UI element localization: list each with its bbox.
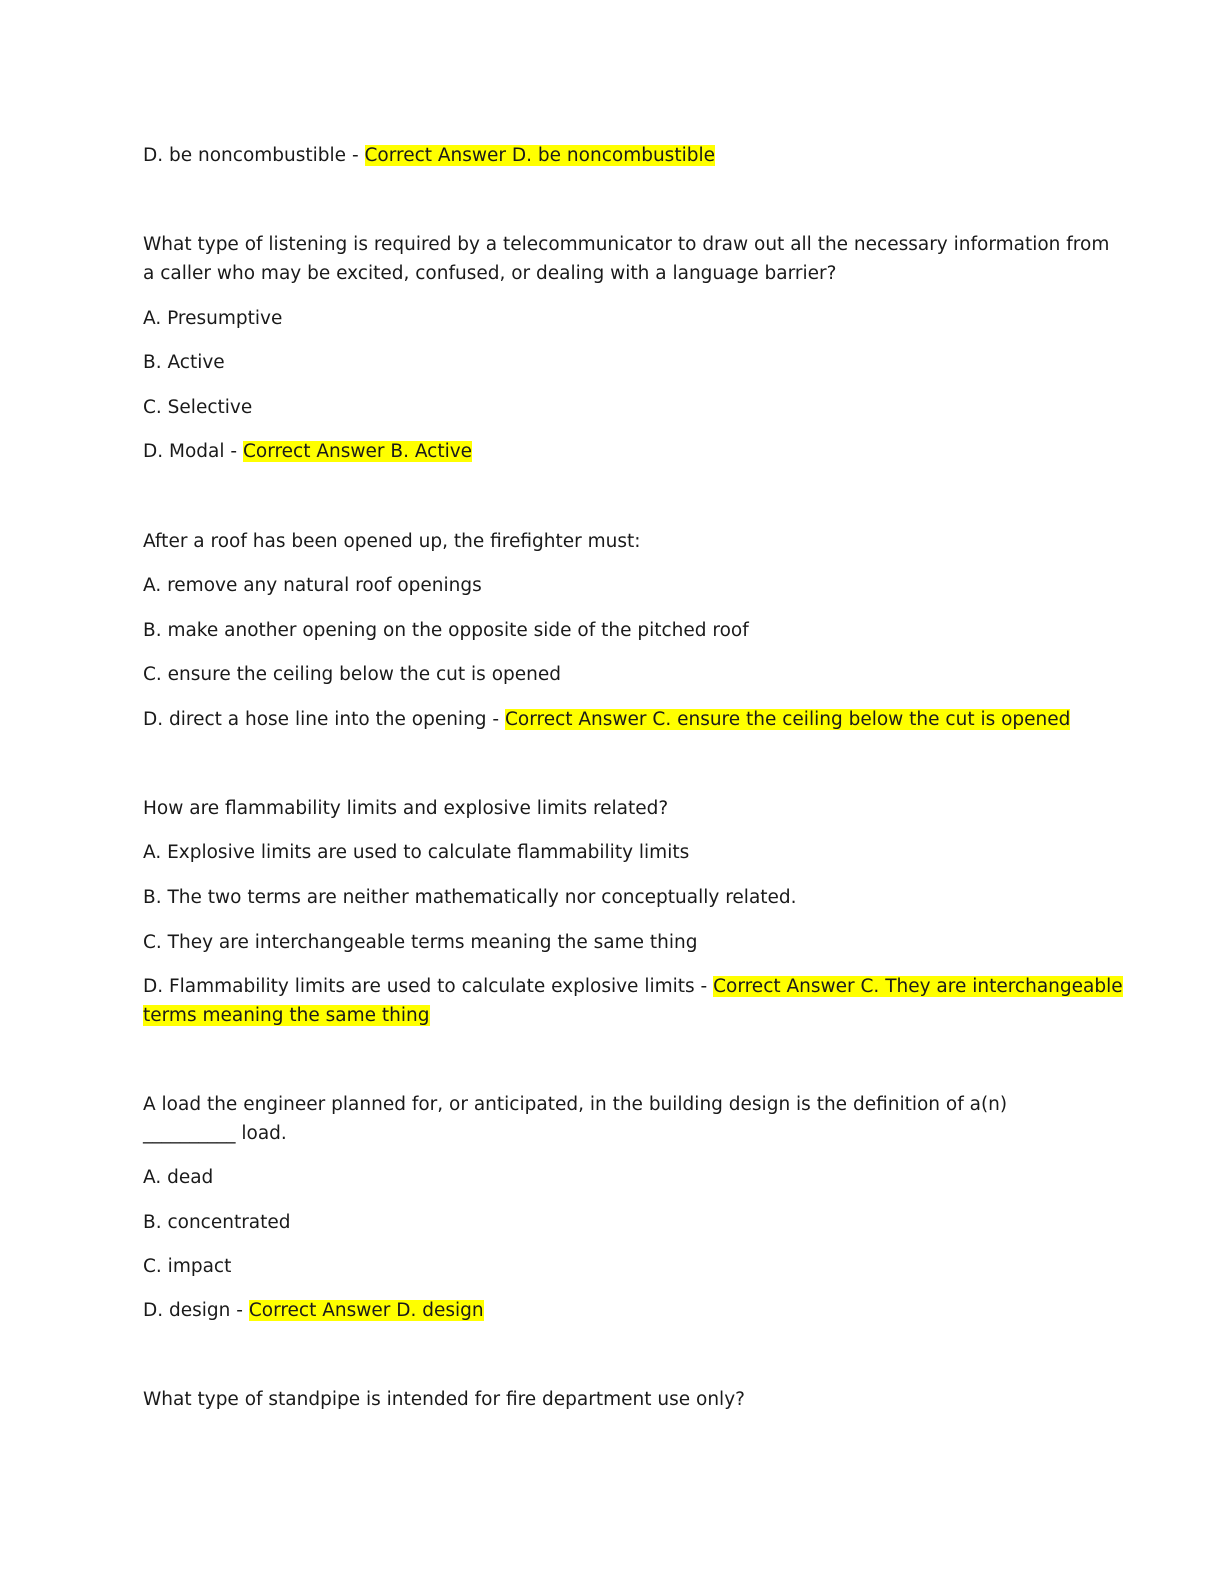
q4-option-a: A. dead	[143, 1167, 214, 1188]
q4-correct-answer: Correct Answer D. design	[248, 1300, 484, 1321]
q3-correct-answer-part-1: Correct Answer C. They are interchangeable	[713, 976, 1123, 997]
q0-correct-answer: Correct Answer D. be noncombustible	[364, 145, 715, 166]
q1-correct-answer: Correct Answer B. Active	[242, 441, 473, 462]
q1-option-d-line	[143, 438, 472, 466]
q0-option-d: D. be noncombustible -	[143, 145, 365, 166]
q3-option-b: B. The two terms are neither mathematically nor conceptually related.	[143, 887, 797, 908]
q2-correct-answer: Correct Answer C. ensure the ceiling below the cut is opened	[504, 709, 1071, 730]
q2-option-b: B. make another opening on the opposite side of the pitched roof	[143, 620, 749, 641]
q0-option-d-line	[143, 142, 715, 170]
q2-option-a: A. remove any natural roof openings	[143, 575, 482, 596]
q1-option-c: C. Selective	[143, 397, 253, 418]
q2-option-d: D. direct a hose line into the opening -	[143, 709, 505, 730]
q4-option-d-line	[143, 1297, 484, 1325]
q4-option-b: B. concentrated	[143, 1212, 291, 1233]
q3-answer-line-2	[143, 1002, 430, 1030]
q2-option-c: C. ensure the ceiling below the cut is opened	[143, 664, 561, 685]
q2-option-d-line	[143, 706, 1070, 734]
q3-correct-answer-part-2: terms meaning the same thing	[143, 1005, 430, 1026]
q3-option-a: A. Explosive limits are used to calculate flammability limits	[143, 842, 690, 863]
q4-option-d: D. design -	[143, 1300, 249, 1321]
q5-question: What type of standpipe is intended for fire department use only?	[143, 1389, 745, 1410]
q3-question: How are flammability limits and explosive limits related?	[143, 798, 669, 819]
q3-option-d: D. Flammability limits are used to calculate explosive limits -	[143, 976, 714, 997]
q1-question-line-1: What type of listening is required by a telecommunicator to draw out all the necessary information from	[143, 234, 1110, 255]
q1-option-d: D. Modal -	[143, 441, 243, 462]
q4-question-line-2: __________ load.	[143, 1123, 287, 1144]
q1-option-a: A. Presumptive	[143, 308, 283, 329]
q1-question-line-2: a caller who may be excited, confused, or dealing with a language barrier?	[143, 263, 837, 284]
q4-option-c: C. impact	[143, 1256, 232, 1277]
q2-question: After a roof has been opened up, the firefighter must:	[143, 531, 641, 552]
q3-option-c: C. They are interchangeable terms meaning the same thing	[143, 932, 698, 953]
q1-option-b: B. Active	[143, 352, 225, 373]
q4-question-line-1: A load the engineer planned for, or anticipated, in the building design is the definition of a(n)	[143, 1094, 1008, 1115]
q3-option-d-line	[143, 973, 1123, 1001]
